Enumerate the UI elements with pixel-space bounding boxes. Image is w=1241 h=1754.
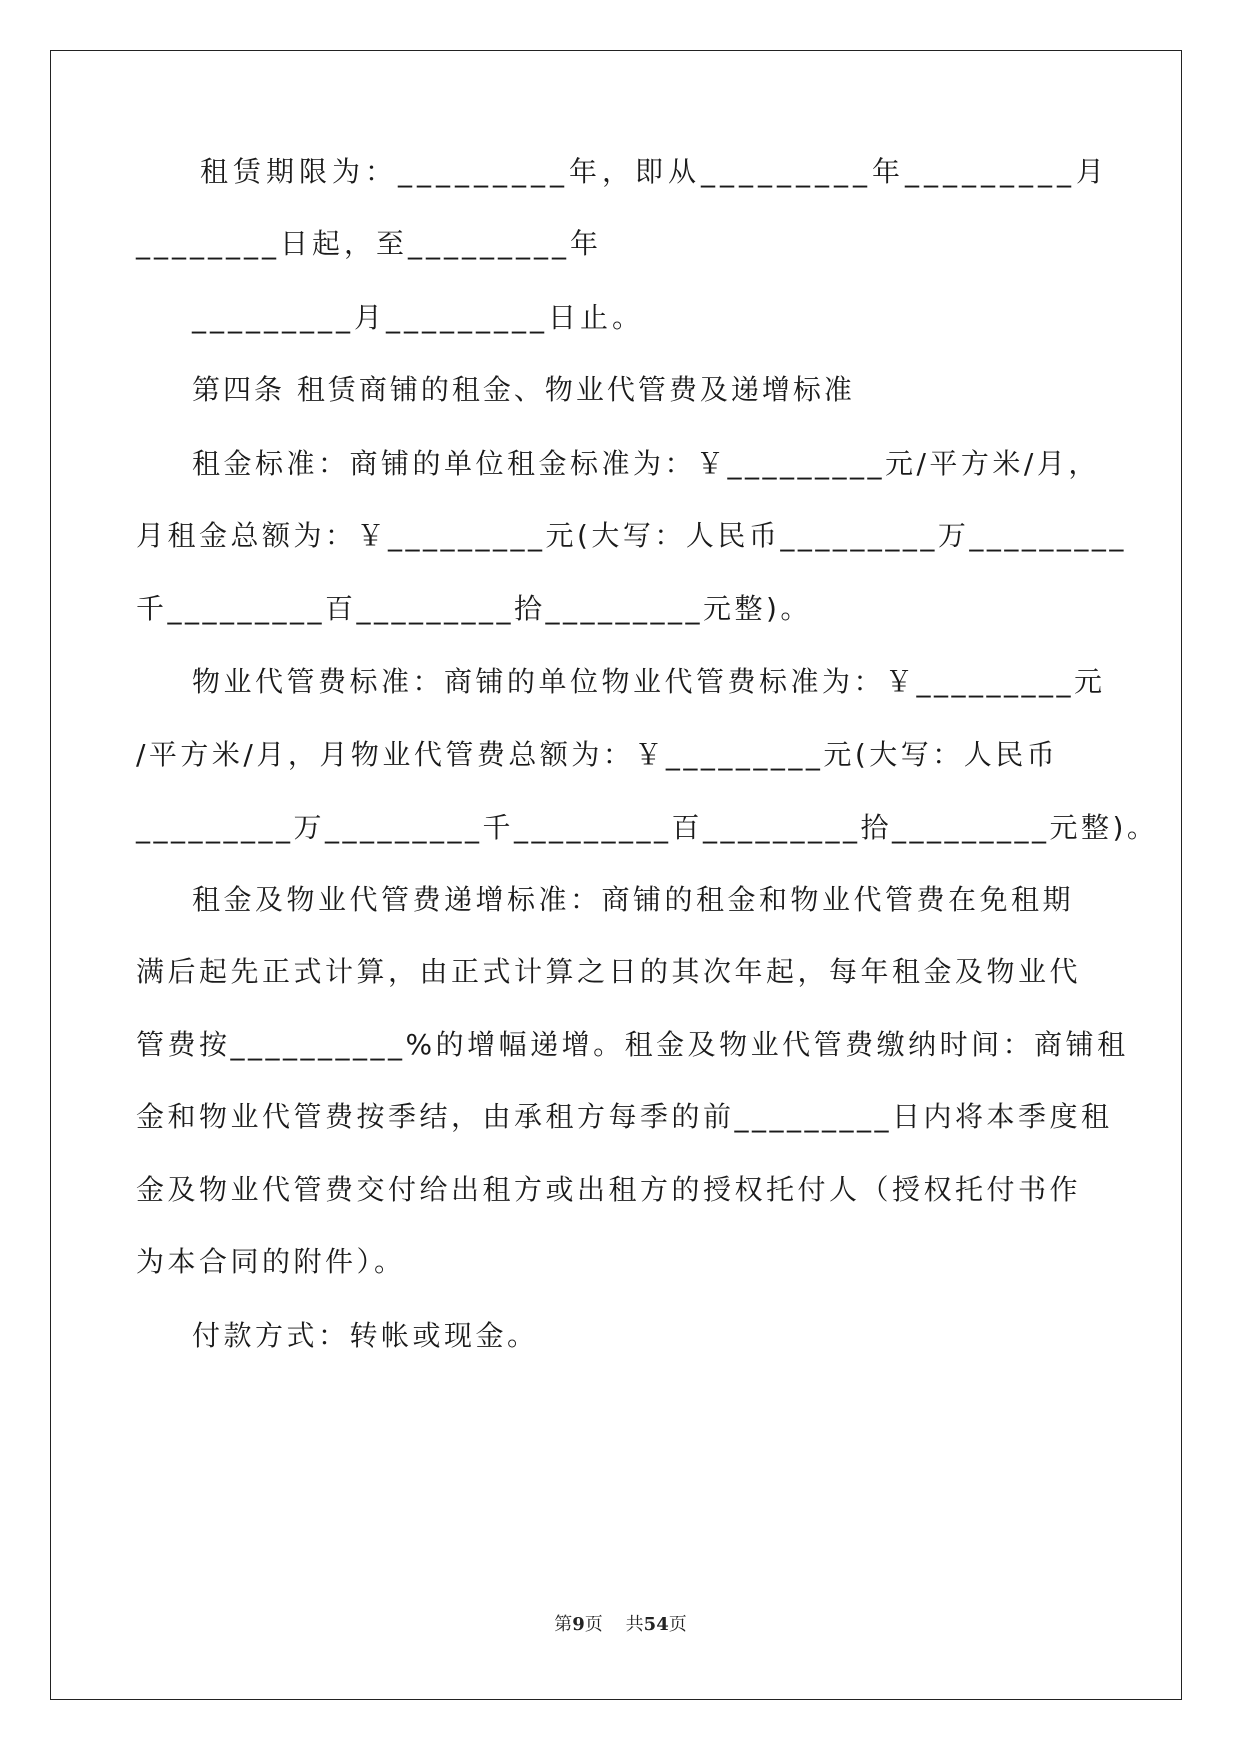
page-prefix: 第 <box>554 1614 573 1635</box>
page-footer <box>0 1610 1241 1636</box>
paragraph-line: 为本合同的附件）。 <box>136 1245 406 1278</box>
paragraph-line: 金及物业代管费交付给出租方或出租方的授权托付人（授权托付书作 <box>136 1173 1082 1206</box>
page-number: 9 <box>572 1614 585 1635</box>
paragraph-line: 付款方式：转帐或现金。 <box>192 1319 539 1352</box>
paragraph-line: ________日起，至_________年 <box>136 227 603 260</box>
total-pages: 54 <box>643 1614 669 1635</box>
page-unit: 页 <box>584 1614 603 1635</box>
total-unit: 页 <box>668 1614 687 1635</box>
paragraph-line: 租金标准：商铺的单位租金标准为：￥_________元/平方米/月， <box>192 447 1100 480</box>
paragraph-line: /平方米/月，月物业代管费总额为：￥_________元(大写：人民币 <box>136 738 1059 771</box>
paragraph-line: 千_________百_________拾_________元整)。 <box>136 592 812 625</box>
paragraph-line: 管费按__________%的增幅递增。租金及物业代管费缴纳时间：商铺租 <box>136 1028 1129 1061</box>
paragraph-line: 月租金总额为：￥_________元(大写：人民币_________万_________ <box>136 519 1127 552</box>
paragraph-line: 租赁期限为：_________年，即从_________年_________月 <box>200 155 1110 188</box>
paragraph-line: _________万_________千_________百_________拾_________元整)。 <box>136 811 1159 844</box>
paragraph-line: 满后起先正式计算，由正式计算之日的其次年起，每年租金及物业代 <box>136 955 1082 988</box>
paragraph-line: 租金及物业代管费递增标准：商铺的租金和物业代管费在免租期 <box>192 883 1075 916</box>
paragraph-line: 物业代管费标准：商铺的单位物业代管费标准为：￥_________元 <box>192 665 1106 698</box>
total-prefix: 共 <box>625 1614 644 1635</box>
paragraph-line: _________月_________日止。 <box>192 301 645 334</box>
paragraph-line: 金和物业代管费按季结，由承租方每季的前_________日内将本季度租 <box>136 1100 1113 1133</box>
section-heading: 第四条 租赁商铺的租金、物业代管费及递增标准 <box>192 373 855 406</box>
